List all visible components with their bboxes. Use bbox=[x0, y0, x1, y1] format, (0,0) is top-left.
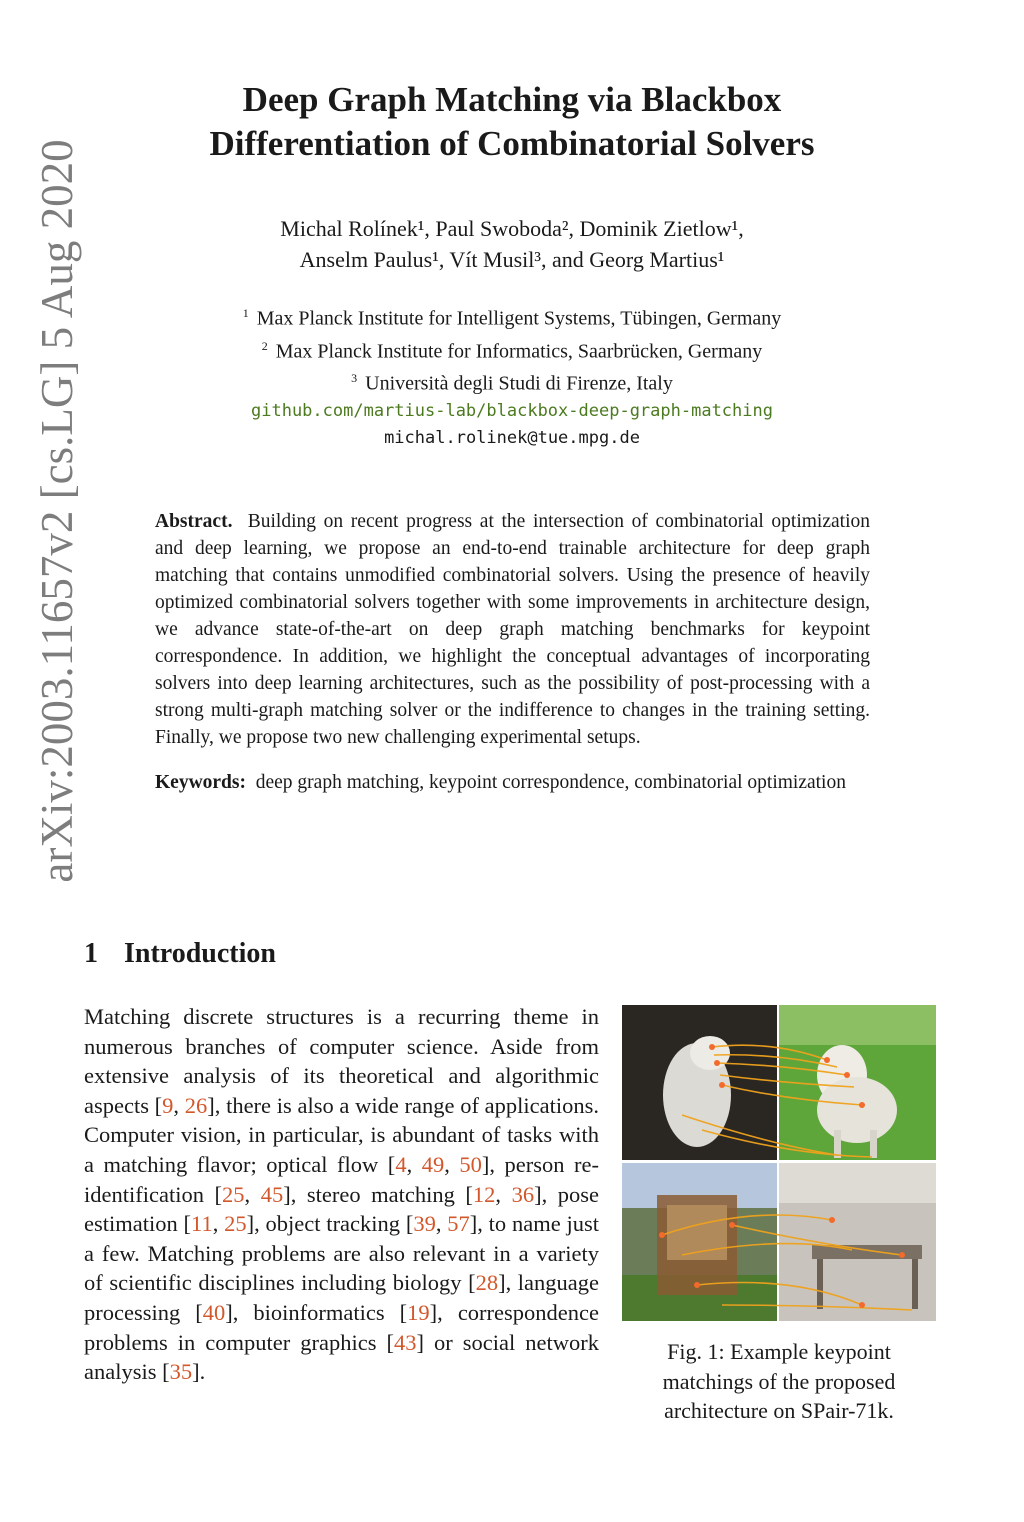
title-line-1: Deep Graph Matching via Blackbox bbox=[242, 80, 782, 119]
author-list bbox=[110, 213, 914, 275]
table-photo-right bbox=[812, 1245, 922, 1259]
introduction-text bbox=[84, 1002, 599, 1387]
intro-paragraph: Matching discrete structures is a recurring theme in numerous branches of computer science. Aside from extensive analysis of its theoretical and algorithmic aspects [9, 26], there is also a wide range of applications. Computer vision, in particular, is abundant of tasks with a matching flavor; optical flow [4, 49, 50], person re-identification [25, 45], stereo matching [12, 36], pose estimation [11, 25], object tracking [39, 57], to name just a few. Matching problems are also relevant in a variety of scientific disciplines including biology [28], language processing [40], bioinformatics [19], correspondence problems in computer graphics [43] or social network analysis [35]. bbox=[84, 1004, 600, 1385]
abstract-paragraph bbox=[155, 508, 870, 751]
citation-link[interactable]: 28 bbox=[475, 1270, 499, 1296]
citation-link[interactable]: 4 bbox=[395, 1151, 407, 1177]
keywords-label: Keywords: bbox=[155, 772, 246, 793]
citation-link[interactable]: 19 bbox=[407, 1299, 430, 1325]
figure-keypoint-matchings bbox=[622, 1005, 936, 1321]
affiliation-1: $^1$ Max Planck Institute for Intelligent Systems, Tübingen, Germany bbox=[242, 306, 782, 330]
citation-link[interactable]: 35 bbox=[169, 1359, 193, 1385]
citation-link[interactable]: 43 bbox=[394, 1329, 417, 1355]
section-number: 1 bbox=[84, 938, 98, 969]
citation-link[interactable]: 9 bbox=[162, 1092, 174, 1118]
keywords-text: deep graph matching, keypoint correspondence, combinatorial optimization bbox=[255, 772, 846, 793]
citation-link[interactable]: 26 bbox=[184, 1092, 208, 1118]
arxiv-identifier: arXiv:2003.11657v2 [cs.LG] 5 Aug 2020 bbox=[32, 139, 82, 883]
arxiv-sidebar bbox=[28, 85, 86, 937]
citation-link[interactable]: 12 bbox=[472, 1181, 496, 1207]
affiliations bbox=[110, 300, 914, 452]
authors-line-2: Anselm Paulus¹, Vít Musil³, and Georg Martius¹ bbox=[299, 247, 725, 272]
title-line-2: Differentiation of Combinatorial Solvers bbox=[209, 124, 815, 163]
citation-link[interactable]: 57 bbox=[447, 1211, 470, 1237]
citation-link[interactable]: 40 bbox=[202, 1299, 226, 1325]
affiliation-3: $^3$ Università degli Studi di Firenze, Italy bbox=[351, 371, 673, 395]
citation-link[interactable]: 45 bbox=[260, 1181, 284, 1207]
paper-title bbox=[110, 78, 914, 166]
keywords-paragraph bbox=[155, 769, 870, 796]
github-link[interactable]: github.com/martius-lab/blackbox-deep-graph-matching bbox=[251, 400, 773, 421]
citation-link[interactable]: 39 bbox=[413, 1211, 436, 1237]
authors-line-1: Michal Rolínek¹, Paul Swoboda², Dominik Zietlow¹, bbox=[280, 216, 744, 241]
citation-link[interactable]: 11 bbox=[191, 1211, 213, 1237]
citation-link[interactable]: 25 bbox=[222, 1181, 245, 1207]
citation-link[interactable]: 49 bbox=[421, 1151, 445, 1177]
figure-caption: Fig. 1: Example keypoint matchings of the proposed architecture on SPair-71k. bbox=[662, 1339, 896, 1424]
figure-image bbox=[622, 1005, 936, 1321]
abstract-text: Building on recent progress at the intersection of combinatorial optimization and deep learning, we propose an end-to-end trainable architecture for deep graph matching that contains unmodified combinatorial solvers. Using the presence of heavily optimized combinatorial solvers together with some improvements in architecture design, we advance state-of-the-art on deep graph matching benchmarks for keypoint correspondence. In addition, we highlight the conceptual advantages of incorporating solvers into deep learning architectures, such as the possibility of post-processing with a strong multi-graph matching solver or the indifference to changes in the training setting. Finally, we propose two new challenging experimental setups. bbox=[155, 511, 870, 748]
email-link[interactable]: michal.rolinek@tue.mpg.de bbox=[384, 427, 640, 448]
citation-link[interactable]: 50 bbox=[459, 1151, 482, 1177]
citation-link[interactable]: 36 bbox=[511, 1181, 535, 1207]
abstract-block bbox=[155, 508, 870, 796]
section-heading bbox=[84, 938, 276, 970]
abstract-label: Abstract. bbox=[155, 511, 233, 532]
affiliation-2: $^2$ Max Planck Institute for Informatics, Saarbrücken, Germany bbox=[261, 338, 763, 363]
section-title: Introduction bbox=[124, 938, 276, 969]
citation-link[interactable]: 25 bbox=[224, 1211, 247, 1237]
